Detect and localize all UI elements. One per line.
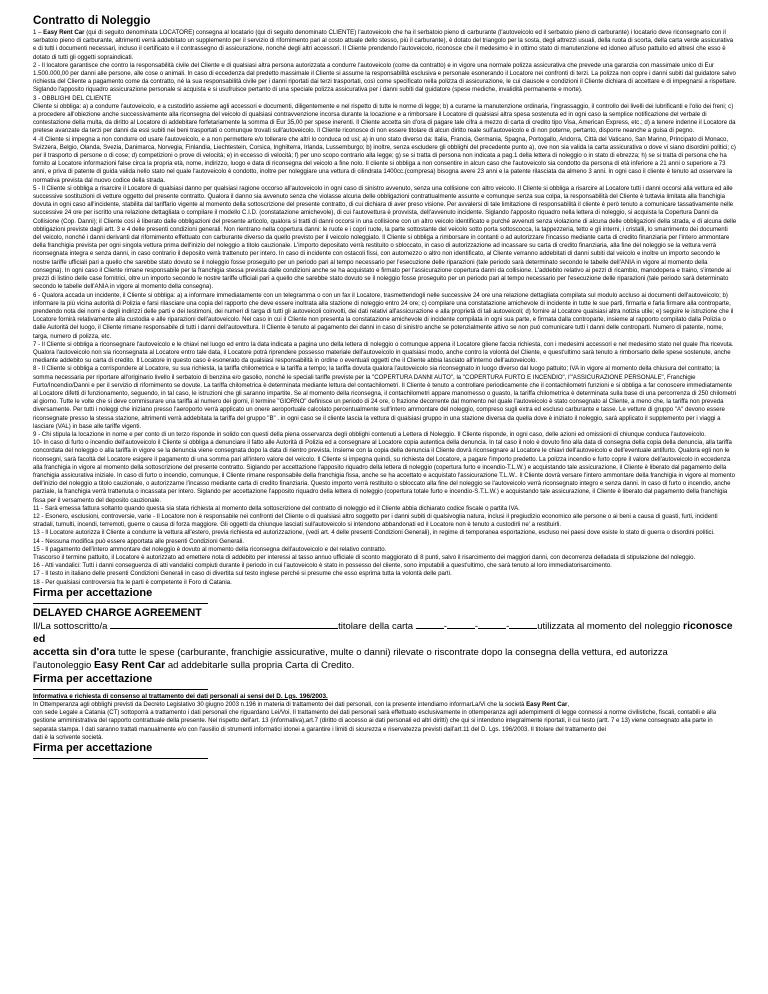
- clause-paragraph: [33, 546, 737, 554]
- contract-document: [33, 14, 737, 759]
- clause-text-post: 12 - Esonero, esclusioni, controversie, varie - Il Locatore non è responsabile nei confronti del Cliente o di qualsiasi altro soggetto per i danni subiti di qualsivoglia natura, inclusi il pregiudizio economico alle persone o ai beni a causa di guasti, furti, incidenti stradali, tumulti, incendi, terremoti, guerre o causa di forza maggiore. Gli oggetti da chiunque lasciati sull'autoveicolo si intendono abbandonati ed il Locatore non è tenuto a custodirli ne' a restituirli.: [33, 512, 718, 529]
- signer-name-blank[interactable]: [110, 628, 338, 629]
- privacy-title: Informativa e richiesta di consenso al trattamento dei dati personali ai sensi del D. Lgs. 196/2003.: [33, 692, 328, 700]
- clauses-list: [33, 29, 737, 587]
- clause-text-post: 16 - Atti vandalici: Tutti i danni conseguenza di atti vandalici compiuti durante il periodo in cui l'autoveicolo è stato in possesso del cliente, sono imputabili a quest'ultimo, che sarà tenuto al loro immediatorisarcimento.: [33, 562, 612, 570]
- signature-label-2: Firma per accettazione: [33, 672, 153, 685]
- privacy-paragraph-2: con sede Legale a Catania (CT) sottoporrà a trattamento i dati personali che riguardano Lei/Voi. Il trattamento dei dati personali sarà effettuato esclusivamente in ottemperanza agli adempimenti di legge connessi a norme civilistiche, fiscali, contabili e alla gestione amministrativa del rapporto contrattuale della presente. Nel rispetto dell'art. 13 (informativa),art.7 (diritto di accesso ai dati personali ed altri diritti) che qui si intendono integralmente riportati, il cui testo (artt. 7 e 13) viene consegnato alla parte in separata stampa. I dati saranno trattati manualmente e/o con l'ausilio di strumenti informatici idonei a garantire i limiti di sicurezza e riservatezza previsti dall'art.11 del D. Lgs. 196/2003. Il titolare del trattamento dei: [33, 709, 717, 733]
- clause-text-post: 17 - Il testo in italiano delle presenti Condizioni Generali in caso di divertita sul testo inglese perché si presume che esso esprima tutta la volontà delle parti.: [33, 570, 452, 578]
- card-block-3[interactable]: [478, 628, 506, 629]
- clause-paragraph: [33, 554, 737, 562]
- clause-text-post: 3 - OBBLIGHI DEL CLIENTE: [33, 94, 112, 102]
- clause-text-post: 7 - Il Cliente si obbliga a riconsegnare l'autoveicolo e le chiavi nel luogo ed entro la data indicata a pagina uno della lettera di noleggio o comunque appena il Locatore gliene faccia richiesta, con i medesimi accessori e nel medesimo stato nel quale l'ha ricevuta. Qualora l'autoveicolo non sia riconsegnata al Locatore entro tale data, il Locatore potrà riprendere possesso materiale dell'autoveicolo in qualsiasi modo, anche contro la volontà del Cliente, e quest'ultimo sarà tenuto a rimborsarlo delle spese sostenute, anche mediante addebito su carta di credito. Il Locatore in questo caso è esonerato da qualsiasi responsabilità in ordine o eventuali oggetti che il Cliente abbia lasciato all'interno dell'autoveicolo.: [33, 340, 734, 365]
- delayed-line2-post: tutte le spese (carburante, franchigie assicurative, multe o danni) rilevate o riscontrate dopo la consegna della vettura, ed autorizza: [115, 647, 668, 659]
- signature-label-1: Firma per accettazione: [33, 586, 153, 599]
- card-dash-2: -: [474, 620, 479, 632]
- privacy-p1-pre: In Ottemperanza agli obblighi previsti da Decreto Legislativo 30 giugno 2003 n.196 in materia di trattamento dei dati personali, con la presente intendiamo informarLa/Vi che la società: [33, 701, 527, 709]
- card-block-1[interactable]: [416, 628, 444, 629]
- clause-paragraph: [33, 505, 737, 513]
- signature-line-1: [33, 603, 208, 604]
- clause-text-post: 14 - Nessuna modifica può essere apportata alle presenti Condizioni Generali.: [33, 537, 245, 545]
- clause-text-post: 13 - Il Locatore autorizza il Cliente a condurre la vettura all'estero, previa richiesta ed autorizzazione, (vedi art. 4 delle presenti Condizioni Generali), in regime di temporanea esportazione, escluso nei paesi dove esiste lo stato di guerra o disordini politici.: [33, 529, 715, 537]
- card-block-2[interactable]: [447, 628, 475, 629]
- clause-paragraph: [33, 439, 737, 505]
- clause-paragraph: [33, 62, 737, 95]
- clause-company-name: Easy Rent Car: [43, 29, 85, 36]
- clause-text-post: (qui di seguito denominata LOCATORE) consegna al locatario (qui di seguito denominato CLIENTE) l'autoveicolo che ha il serbatoio pieno di carburante (l'autoveicolo ed il serbatoio pieno di carburante) i locatario deve riconsegnarlo con il serbatoio pieno di carburante, altrimenti verrà addebitato un supplemento per il servizio di rifornimento pari al costo attuale dello stesso, più il carburante), è dotato del triangolo per la sosta, degli attrezzi usuali, della ruota di scorta, della carta verde assicurativa e di tutti i documenti necessari, incluso il certificato e il contrassegno di assicurazione, nonché degli altri accessori. Il Cliente prendendo l'autoveicolo, riconosce che il medesimo è in ottimo stato di manutenzione ed idoneo all'uso pattuito ed altresì che esso è dotato di tutti gli oggetti sopraindicati.: [33, 29, 734, 61]
- privacy-paragraph-3: dati è la scrivente società.: [33, 733, 104, 741]
- document-title: Contratto di Noleggio: [33, 15, 151, 27]
- clause-text-post: 5 - Il Cliente si obbliga a risarcire il Locatore di qualsiasi danno per qualsiasi ragione occorso all'autoveicolo in ogni caso di sinistro avvenuto, senza una collisione con altro veicolo. Il Cliente si obbliga a risarcire al Locatore tutti i danni occorsi alla vettura ed alle successive sostituzioni di vetture oggetto del presente contratto. Qualora il danno sia avvenuto senza che violasse alcuna delle obbligazioni contrattualmente assunte e comunque senza sua colpa, la responsabilità del Cliente è tuttavia limitata alla franchigia dovuta in ogni caso all'incidente, stabilita dal tariffario vigente al momento della sottoscrizione del presente contratto, di cui dichiara di aver preso visione. Per avvalersi di tale limitazione di responsabilità il cliente è però tenuto a comunicare tassativamente nelle successive 24 ore per iscritto una relazione dettagliata o compilare il modello C.I.D. (constatazione amichevole), di cui l'autovettura è provvista, dell'avvenuto incidente. Siglando l'apposito riquadro nella lettera di noleggio, si acquista la Copertura Danni da Collisione (Cop. Danni); il Cliente così è liberato dalle obbligazioni del presente articolo, qualora si tratti di danni occorsi in una collisione con un altro veicolo identificato e purché avvenuti senza violazione di alcuna delle obbligazioni della strada, e di alcuna delle obbligazioni previste dagli artt. 3 e 4 delle presenti condizioni generali. Non rientrano nella copertura danni: le ruote e i copri ruote, la parte sottostante del veicolo sotto porta sottoscocca, la tappezzeria, tetto e gli interni, i cristalli, lo smarrimento dei documenti del veicolo, nonché i danni derivanti dal rifornimento effettuato con carburante diverso da quello previsto per il veicolo noleggiato. Il Cliente si obbliga a rimborsare in contanti o ad autorizzare l'incasso mediante carta di credito finanziaria per l'intero ammontare della franchigia prevista per ogni singola vettura prima dell'inizio del noleggio a titolo cauzionale. L'importo depositato verrà restituito o sbloccato, in caso di autorizzazione ad incassare su carta di credito finanziaria, alla fine del noleggio se la vettura verrà riconsegnata integra e senza danni, in caso contrario il deposito verrà trattenuto per intero. In caso di incidente con ostacoli fissi, con automezzo o altro non identificato, al Cliente verranno addebitati di danni subiti dal veicolo e inoltre un importo secondo le nostre tariffe ufficiali pari a quello che sarebbe stato dovuto se il noleggio fosse proseguito per un periodo pari al tempo necessario per l'esecuzione delle riparazioni (tale periodo sarà determinato secondo le tabelle dell'ANIA in vigore al momento della consegna). In ogni caso il Cliente rimane responsabile per la franchigia stessa prevista dalle condizioni anche se ha acquistato e firmato per l'assicurazione copertura danni da collisione. L'addebito relativo ai pezzi di ricambio, manodopera e traino, s'intende ai prezzi di listino delle case fornitrici, oltre un importo secondo le nostre tariffe ufficiali pari a quello che sarebbe stato dovuto se il noleggio fosse proseguito per un periodo pari al tempo necessario per l'esecuzione delle riparazioni (tale periodo sarà determinato secondo le tabelle dell'ANIA in vigore al momento della consegna).: [33, 184, 737, 291]
- clause-paragraph: [33, 513, 737, 529]
- clause-text-post: 15 - Il pagamento dell'intero ammontare del noleggio è dovuto al momento della riconsegna dell'autoveicolo e del relativo contratto.: [33, 545, 387, 553]
- clause-text-post: 6 - Qualora accada un incidente, il Cliente si obbliga: a) a informare immediatamente con un telegramma o con un fax il Locatore, trasmettendogli nelle successive 24 ore una relazione dettagliata compilata sul modulo accluso ai documenti dell'autoveicolo; b) informare la più vicina autorità di Polizia e farsi rilasciare una copia del rapporto che deve essere inoltrata alla stazione di noleggio entro 24 ore; c) compilare una constatazione amichevole di incidente in tutte le sue parti, firmarla e farla firmare alla controparte, prendendo nota dei nomi e degli indirizzi delle parti e dei testimoni, dei numeri di targa di tutti gli autoveicoli coinvolti, dei dati relativi all'assicurazione e alla proprietà di tali autoveicoli; d) fornire al Locatore qualsiasi altra notizia utile; e) seguire le istruzione che il Locatore fornirà relativamente alla custodia e alle riparazioni dell'autoveicolo. Nel caso in cui il Cliente non presenta la constatazione amichevole di incidente compilata in ogni sua parte, e firmata dalla controparte, insieme al rapporto compilato dalla Polizia o dalle Autorità del luogo, il Cliente rimane responsabile di tutti i danni dell'autovettura. Il Cliente è tenuto al pagamento dei danni in caso di sinistro anche se potenzialmente attivo se non può comunicare tutti i danni delle controparti. Numero di patente, nome, targa, numero di polizza, etc.: [33, 291, 734, 340]
- delayed-line3-pre: l'autonoleggio: [33, 660, 94, 672]
- clause-paragraph: [33, 185, 737, 292]
- privacy-p1-post: ,: [567, 701, 570, 709]
- signature-label-3: Firma per accettazione: [33, 742, 153, 755]
- card-block-4[interactable]: [509, 628, 537, 629]
- clause-text-post: 11 - Sarà emessa fattura soltanto quando questa sia stata richiesta al momento della sottoscrizione del contratto di noleggio ed il Cliente abbia dichiarato codice fiscale o partita IVA.: [33, 504, 520, 512]
- delayed-line1-pre: Il/La sottoscritto/a: [33, 620, 111, 632]
- clause-paragraph: [33, 538, 737, 546]
- card-dash-1: -: [443, 620, 447, 632]
- company-name: Easy Rent Car: [93, 659, 166, 672]
- clause-paragraph: [33, 95, 737, 103]
- clause-paragraph: [33, 562, 737, 570]
- clause-text-post: 18 - Per qualsiasi controversia fra le parti è competente il Foro di Catania.: [33, 578, 232, 586]
- signature-line-3: [33, 758, 208, 759]
- clause-paragraph: [33, 579, 737, 587]
- delayed-line1-mid2: utilizzata al momento del noleggio: [537, 620, 683, 632]
- clause-text-post: 8 - Il Cliente si obbliga a corrispondere al Locatore, su sua richiesta, la tariffa chilometrica e la tariffa a tempo; la tariffa dovuta qualora l'autoveicolo sia riconsegnato in luogo diverso dal luogo pattuito; IVA in vigore al momento della chiusura del contratto; la somma necessaria per riportare all'originario livello il serbatoio di benzina e/o gasolio, nonché le speciali tariffe previste per la "COPERTURA DANNI AUTO", la "COPERTURA FURTO E INCENDIO", l'"ASSICURAZIONE PERSONALE", Franchigie Furto/Incendio/Danni e per il servizio di rifornimento se dovute. La tariffa chilometrica è determinata mediante lettura del contachilometri. Il Cliente è tenuto a controllare periodicamente che il contachilometri funzioni e si obbliga a far conoscere immediatamente al Locatore difetti di funzionamento, seguendo, in tal caso, le istruzioni che gli saranno impartite. Se al momento della riconsegna, il contachilometri appare manomesso o guasto, la tariffa chilometrica è determinata sulla base di una percorrenza di 250 chilometri al giorno. Tutte le volte che si deve commisurare una tariffa al numero dei giorni, il termine "GIORNO" definisce un periodo di 24 ore, o frazione decorrente dal momento nel quale l'autoveicolo è stato consegnato al Cliente, a meno che, la tariffa non preveda diversamente. Per tutti i noleggi che iniziano presso l'aeroporto verrà applicato un onere aeroportuale calcolato percentualmente sull'intero ammontare del noleggio, compreso sugli extra ed escluso carburante e tasse. Le vetture di gruppo "A" devono essere riconsegnate presso la stessa stazione, altrimenti verrà addebitata la tariffa del gruppo "B" . in ogni caso se il cliente lascia la vettura di qualsiasi gruppo in una stazione diversa da quella dove è iniziato il noleggio, sarà applicato il supplemento per i viaggi a lasciare (VAL) in base alle tariffe vigenti.: [33, 365, 737, 430]
- privacy-paragraph-1: [33, 701, 737, 709]
- clause-paragraph: [33, 431, 737, 439]
- clause-text-post: 2 - Il locatore garantisce che contro la responsabilità civile del Cliente e di qualsiasi altra persona autorizzata a condurre l'autoveicolo (come da contratto) e in vigore una normale polizza assicurativa che prevede una garanzia con massimale unico di Eur 1.500.000,00 per danni alle persone, alle cose o animali. In caso di eccedenza dal predetto massimale il Cliente si assume la responsabilità esclusiva e personale esonerando il Locatore nei confronti di terzi. La polizza non copre i danni subiti dal guidatore salvo richiesta del Cliente a pagamento come da contratto, né la sua responsabilità civile per i danni riportati dai terzi trasportati, così come specificato nella polizza di assicurazione, le cui clausole e condizioni il Cliente dichiara di accettare e di impegnarsi a rispettare. Siglando l'apposito riquadro assicurazione personale si acquista e si usufruisce pertanto di una speciale polizza assicurativa per i danni subiti dal guidatore (spese mediche, invalidità permanente e morte).: [33, 61, 737, 94]
- delayed-line1-bold: riconosce ed: [33, 619, 733, 646]
- delayed-line1-mid1: titolare della carta: [338, 620, 416, 632]
- clause-text-post: 4 -Il Cliente si impegna a non condurre od usare l'autoveicolo, e a non permettere e/o tollerare che altri lo conduca od usi; a) in uno stato diverso da: Italia, Francia, Germania, Spagna, Portogallo, Andorra, Città del Vaticano, San Marino, Principato di Monaco, Svizzera, Belgio, Olanda, Svezia, Danimarca, Norvegia, Finlandia, Liechtestein, Corsica, Inghilterra, Irlanda, Lussemburgo; b) inoltre, senza escludere gli obblighi del precedente punto a), ove non sia valida la carta assicurativa o dove vi siano disordini politici; c) per il trasporto di persone o di cose; d) competizioni o prove di velocità; e) in eccesso di velocità; f) per uno scopo contrario alla legge; g) se si tratta di persona non indicata a pag.1 della lettera di noleggio o in stato di ebrezza; h) se si tratta di persona che ha fornito al Locatore informazioni false circa la propria età, nome, indirizzo, luogo e data di riconsegna del veicolo a fine nolo. Il cliente si obbliga a non consentire in alcun caso che l'autoveicolo sia condotto da persona di età inferiore a 21 anni o superiore a 73 anni, e priva di patente di guida valida nello stato nel quale l'autoveicolo è condotto, inoltre per noleggiare una vettura di cilindrata 1400cc.(compresa) bisogna avere 23 anni e la patente rilasciata da almeno 3 anni. In ogni caso il cliente è tenuto ad osservare la normativa prevista dal nuovo codice della strada.: [33, 135, 736, 184]
- clause-paragraph: [33, 29, 737, 62]
- delayed-line3-post: ad addebitarle sulla propria Carta di Credito.: [165, 660, 355, 672]
- clause-text-post: 10- In caso di furto o incendio dell'autoveicolo il Cliente si obbliga a denunciare il fatto alle Autorità di Polizia ed a consegnare al Locatore copia autentica della denuncia. In tal caso il nolo è dovuto fino alla data di consegna della copia della denuncia, alla tariffa concordata del noleggio o alla tariffa in vigore se la denuncia viene consegnata dopo la data di rientro prevista. Insieme con la copia della denuncia il Cliente dovrà riconsegnare al Locatore le chiavi dell'autoveicolo e dell'eventuale antifurto. Qualora egli non le riconsegni, sarà facoltà del Locatore esigere il pagamento di una somma pari all'intero valore del veicolo. Il Cliente si impegna quindi, su richiesta del Locatore, a pagare l'importo predetto. La polizza incendio e furto copre il valore dell'autoveicolo in eccedenza alla franchigia in vigore al momento della sottoscrizione del presente contratto. Siglando per accettazione l'apposito riquadro della lettera di noleggio (copertura furto e incendio-T.L.W.) e acquistando tale assicurazione, il Cliente è liberato dal pagamento della franchigia assicurativa iniziale. In caso di furto o incendio, comunque, il Cliente rimane responsabile della franchigia fissa, anche se ha accettato e acquistato l'assicurazione T.L.W.. Il Cliente dovrà versare l'intero ammontare della franchigia in vigore al momento dell'inizio del noleggio a titolo cauzionale, o autorizzarne l'incasso mediante carta di credito finanziaria. Questo importo verrà restituito o sbloccato alla fine del noleggio se l'autoveicolo verrà riconsegnato integro e senza danni. In caso di furto o incendio, anche parziale, la franchigia verrà trattenuta o incassata per intero. Siglando per accettazione l'apposito riquadro della lettera di noleggio (copertura totale furto e incendio-S.T.L.W.) e acquistando tale assicurazione, il Cliente è liberato dal pagamento della franchigia fissa per il versamento del deposito cauzionale.: [33, 439, 736, 504]
- clause-paragraph: [33, 529, 737, 537]
- privacy-company-name: Easy Rent Car: [526, 701, 568, 709]
- signature-line-2: [33, 689, 208, 690]
- clause-paragraph: [33, 292, 737, 341]
- delayed-charge-heading: DELAYED CHARGE AGREEMENT: [33, 606, 202, 619]
- clause-text-post: Cliente si obbliga: a) a condurre l'autoveicolo, e a custodirlo assieme agli accessori e documenti, diligentemente e nel rispetto di tutte le norme di legge; b) a curarne la manutenzione ordinaria, l'ingrassaggio, il controllo dei livelli dei lubrificanti e l'olio dei freni; c) a procedere all'obiezione anche successivamente alla riconsegna del veicolo di qualsiasi contravvenzione incorsa durante la locazione e a rimborsare il Locatore di qualsiasi altra spesa sostenuta ed in ogni caso la semplice notificazione del verbale di contestazione della multa, da diritto al Locatore di addebitare forfetariamente la somma di Eur 35,00 per spese inerenti. Il Cliente accetta sin d'ora di pagare tale cifra a mezzo di carta di credito tipo Visa, American Express, etc.; d) a tenere indenne il Locatore da pretese avanzate da terzi per danni da essi subiti nei beni trasportati o comunque trovati sull'autoveicolo. Il Cliente riconosce di non essere titolare di alcun diritto reale sull'autoveicolo e di non poterne, pertanto, disporre neanche a guisa di pegno.: [33, 102, 736, 135]
- clause-paragraph: [33, 103, 737, 136]
- clause-paragraph: [33, 136, 737, 185]
- clause-text-pre: 1 –: [33, 29, 44, 36]
- clause-paragraph: [33, 341, 737, 366]
- clause-paragraph: [33, 570, 737, 578]
- clause-paragraph: [33, 365, 737, 431]
- clause-text-post: 9 - Chi stipula la locazione in nome e per conto di un terzo risponde in solido con questi della piena osservanza degli obblighi contenuti a Lettera di Noleggio. Il Cliente risponde, in ogni caso, delle azioni ed omissioni di chiunque conduca l'autoveicolo.: [33, 430, 706, 438]
- delayed-charge-text: [33, 620, 737, 673]
- clause-text-post: Trascorso il termine pattuito, il Locatore è autorizzato ad emettere nota di addebito per interessi al tasso annuo ufficiale di sconto maggiorato di 8 punti, salvo il risarcimento dei maggiori danni, con decorrenza delladata di stipulazione del noleggio.: [33, 554, 696, 561]
- card-dash-3: -: [506, 620, 510, 632]
- delayed-line2-bold: accetta sin d'ora: [33, 646, 116, 659]
